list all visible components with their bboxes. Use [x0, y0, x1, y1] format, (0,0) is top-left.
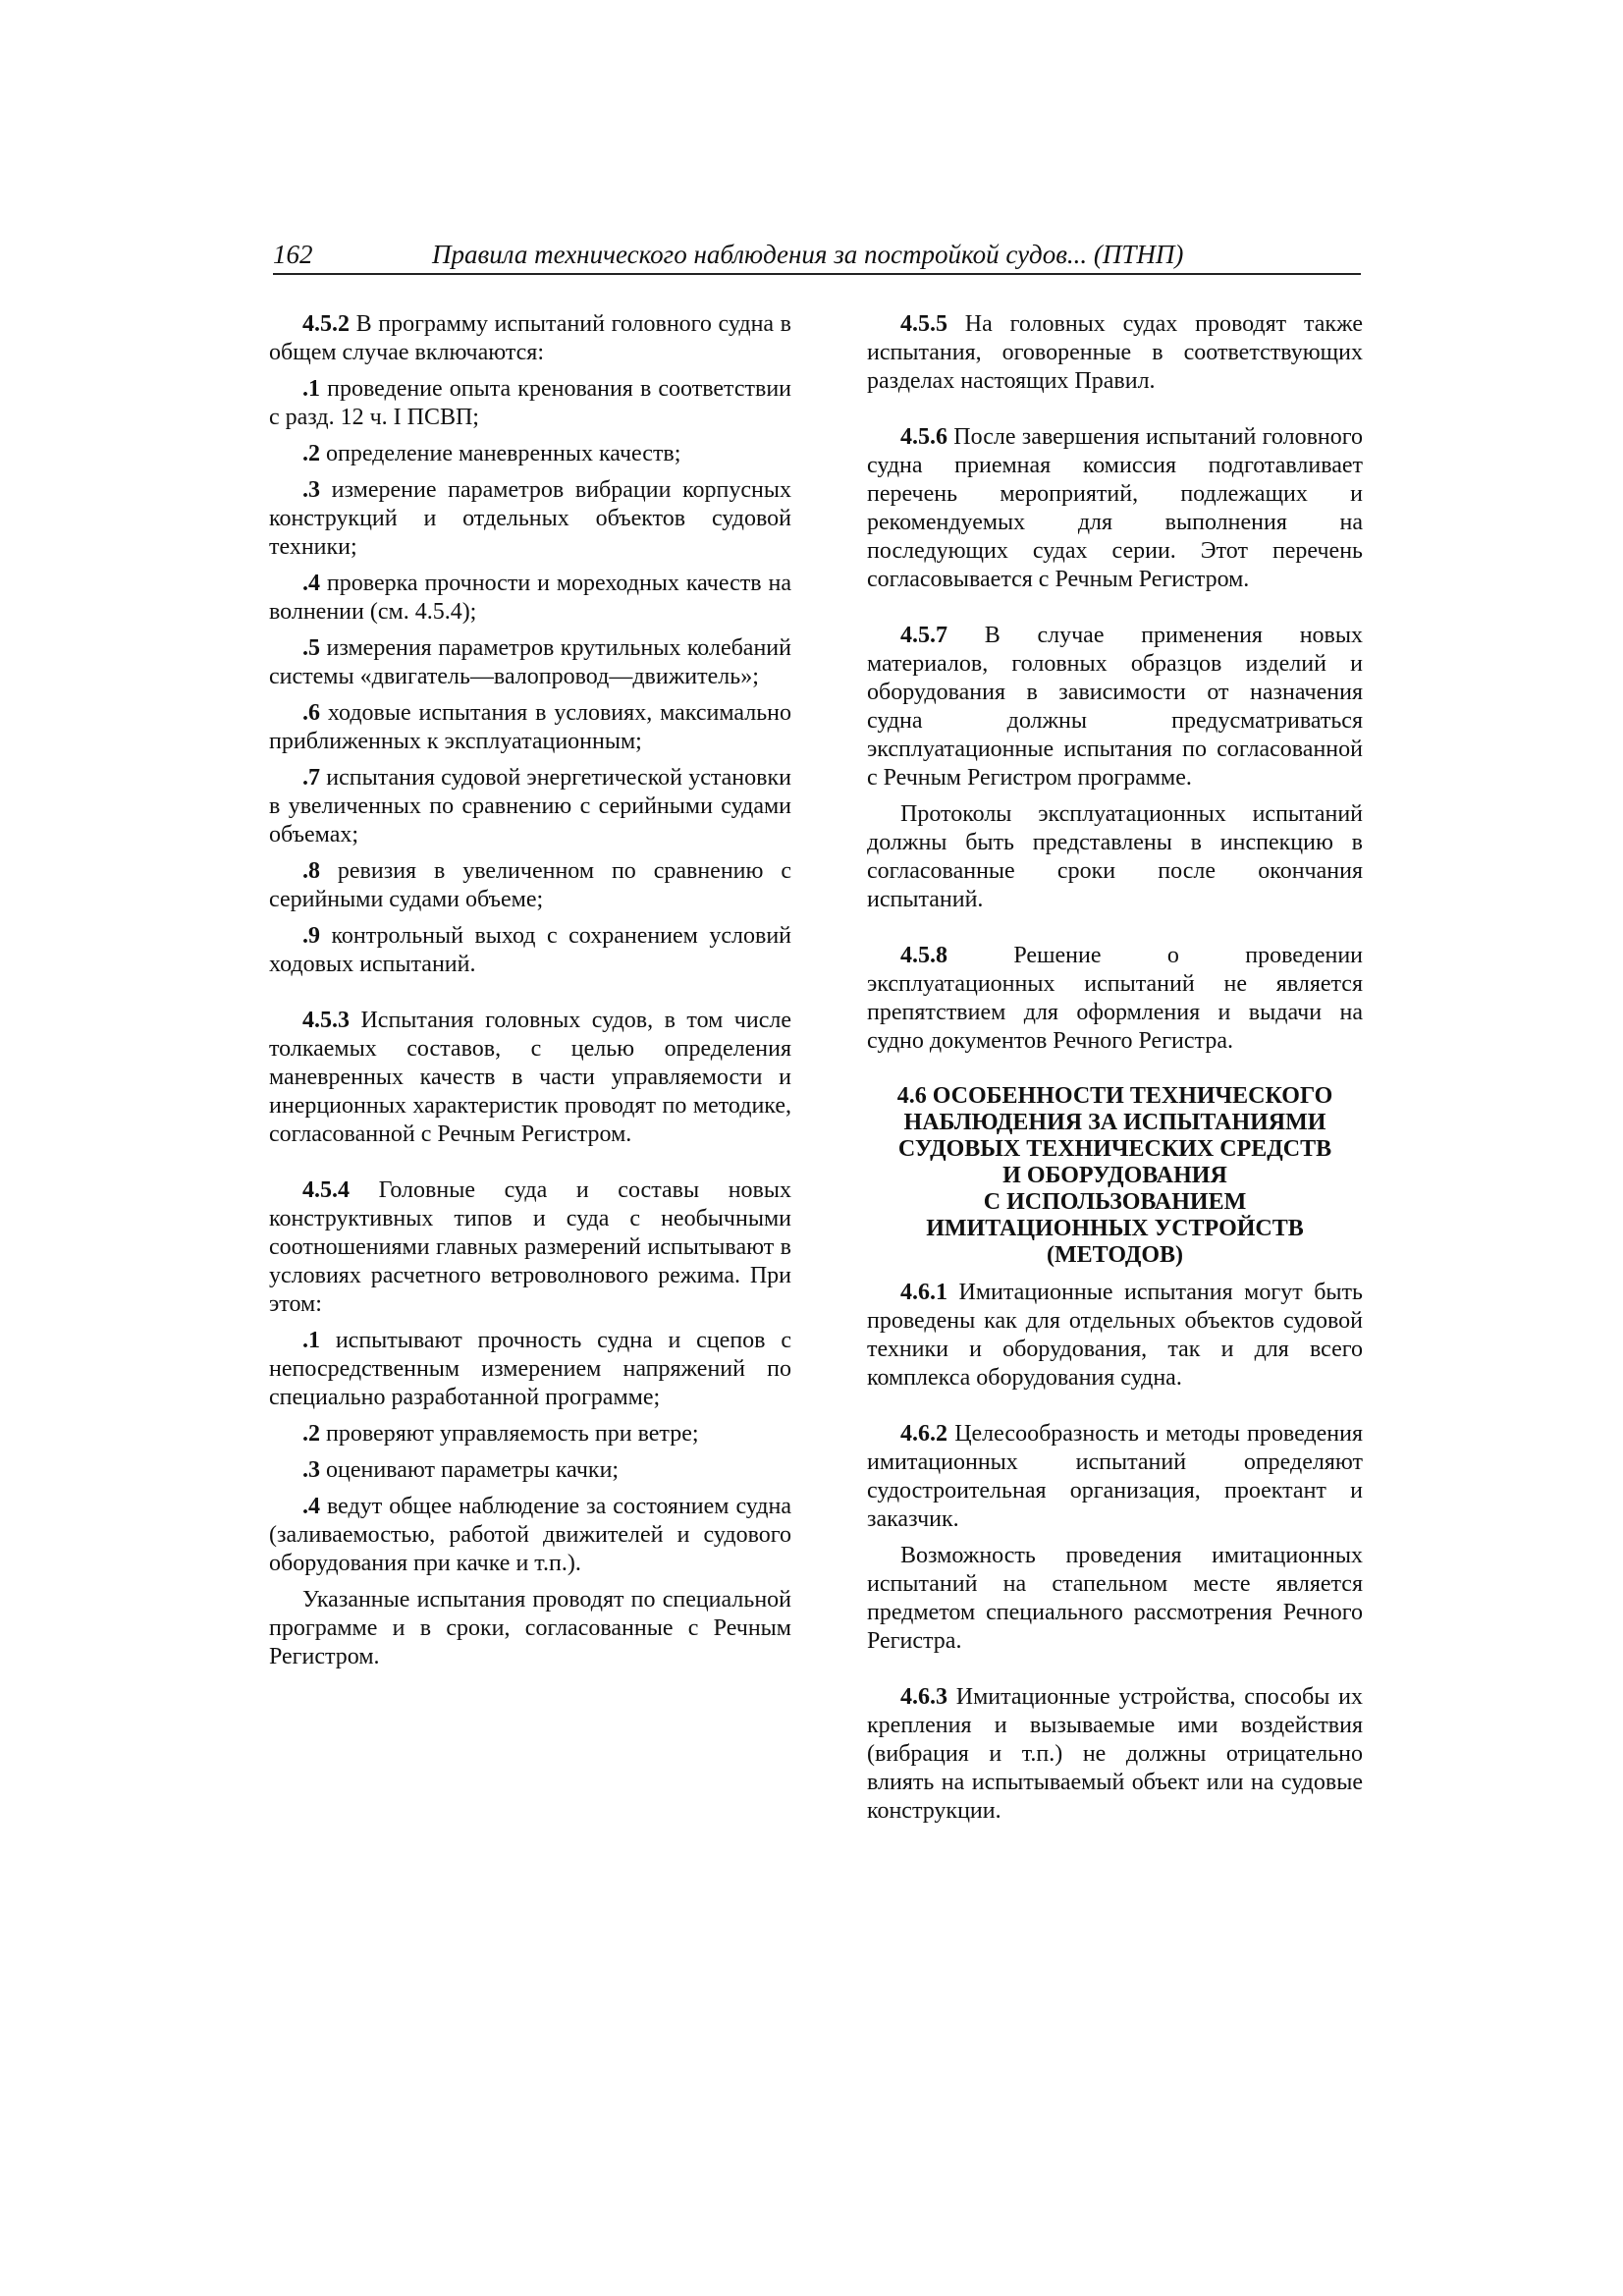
list-item: .7 испытания судовой энергетической установки в увеличенных по сравнению с серийными судами объемах;	[269, 765, 791, 847]
paragraph-4-6-3: 4.6.3 Имитационные устройства, способы их крепления и вызываемые ими воздействия (вибрация и т.п.) не должны отрицательно влиять на испытываемый объект или на судовые конструкции.	[867, 1684, 1363, 1824]
list-item: .4 проверка прочности и мореходных качеств на волнении (см. 4.5.4);	[269, 571, 791, 625]
paragraph-text: Указанные испытания проводят по специальной программе и в сроки, согласованные с Речным Регистром.	[269, 1587, 791, 1669]
list-item: .8 ревизия в увеличенном по сравнению с серийными судами объеме;	[269, 858, 791, 912]
paragraph-4-5-7: 4.5.7 В случае применения новых материалов, головных образцов изделий и оборудования в зависимости от назначения судна должны предусматриваться эксплуатационные испытания по согласованной с Речным Регистром программе.	[867, 623, 1363, 791]
list-item: .1 испытывают прочность судна и сцепов с непосредственным измерением напряжений по специально разработанной программе;	[269, 1328, 791, 1410]
paragraph-4-5-5: 4.5.5 На головных судах проводят также испытания, оговоренные в соответствующих разделах настоящих Правил.	[867, 311, 1363, 394]
paragraph-4-6-1: 4.6.1 Имитационные испытания могут быть проведены как для отдельных объектов судовой техники и оборудования, так и для всего комплекса оборудования судна.	[867, 1280, 1363, 1391]
paragraph-4-6-2: 4.6.2 Целесообразность и методы проведения имитационных испытаний определяют судостроительная организация, проектант и заказчик.	[867, 1421, 1363, 1532]
list-item: .3 измерение параметров вибрации корпусных конструкций и отдельных объектов судовой техники;	[269, 477, 791, 560]
list-item: .2 проверяют управляемость при ветре;	[302, 1421, 699, 1447]
paragraph-text: Протоколы эксплуатационных испытаний должны быть представлены в инспекцию в согласованные сроки после окончания испытаний.	[867, 801, 1363, 912]
running-title: Правила технического наблюдения за постройкой судов... (ПТНП)	[432, 240, 1184, 269]
running-header	[273, 236, 1361, 275]
list-item: .9 контрольный выход с сохранением условий ходовых испытаний.	[269, 923, 791, 977]
section-title: 4.6 ОСОБЕННОСТИ ТЕХНИЧЕСКОГО НАБЛЮДЕНИЯ ЗА ИСПЫТАНИЯМИ СУДОВЫХ ТЕХНИЧЕСКИХ СРЕДСТВ И ОБОРУДОВАНИЯ С ИСПОЛЬЗОВАНИЕМ ИМИТАЦИОННЫХ УСТРОЙСТВ (МЕТОДОВ)	[896, 1083, 1333, 1268]
paragraph-4-5-4: 4.5.4 Головные суда и составы новых конструктивных типов и суда с необычными соотношениями главных размерений испытывают в условиях расчетного ветроволнового режима. При этом:	[269, 1177, 791, 1317]
paragraph-text: Возможность проведения имитационных испытаний на стапельном месте является предметом специального рассмотрения Речного Регистра.	[867, 1543, 1363, 1654]
paragraph-4-5-3: 4.5.3 Испытания головных судов, в том числе толкаемых составов, с целью определения маневренных качеств в части управляемости и инерционных характеристик проводят по методике, согласованной с Речным Регистром.	[269, 1008, 791, 1147]
list-item: .1 проведение опыта кренования в соответствии с разд. 12 ч. I ПСВП;	[269, 376, 791, 430]
list-item: .4 ведут общее наблюдение за состоянием судна (заливаемостью, работой движителей и судового оборудования при качке и т.п.).	[269, 1494, 791, 1576]
list-item: .5 измерения параметров крутильных колебаний системы «двигатель—валопровод—движитель»;	[269, 635, 791, 689]
left-column	[269, 310, 791, 1679]
paragraph-4-5-2: 4.5.2 В программу испытаний головного судна в общем случае включаются:	[269, 311, 791, 365]
paragraph-4-5-6: 4.5.6 После завершения испытаний головного судна приемная комиссия подготавливает перечень мероприятий, подлежащих и рекомендуемых для выполнения на последующих судах серии. Этот перечень согласовывается с Речным Регистром.	[867, 424, 1363, 592]
list-item: .6 ходовые испытания в условиях, максимально приближенных к эксплуатационным;	[269, 700, 791, 754]
right-column	[867, 310, 1363, 1833]
list-item: .2 определение маневренных качеств;	[302, 441, 681, 466]
paragraph-4-5-8: 4.5.8 Решение о проведении эксплуатационных испытаний не является препятствием для оформления и выдачи на судно документов Речного Регистра.	[867, 943, 1363, 1054]
list-item: .3 оценивают параметры качки;	[302, 1457, 620, 1483]
page-number: 162	[273, 240, 313, 269]
